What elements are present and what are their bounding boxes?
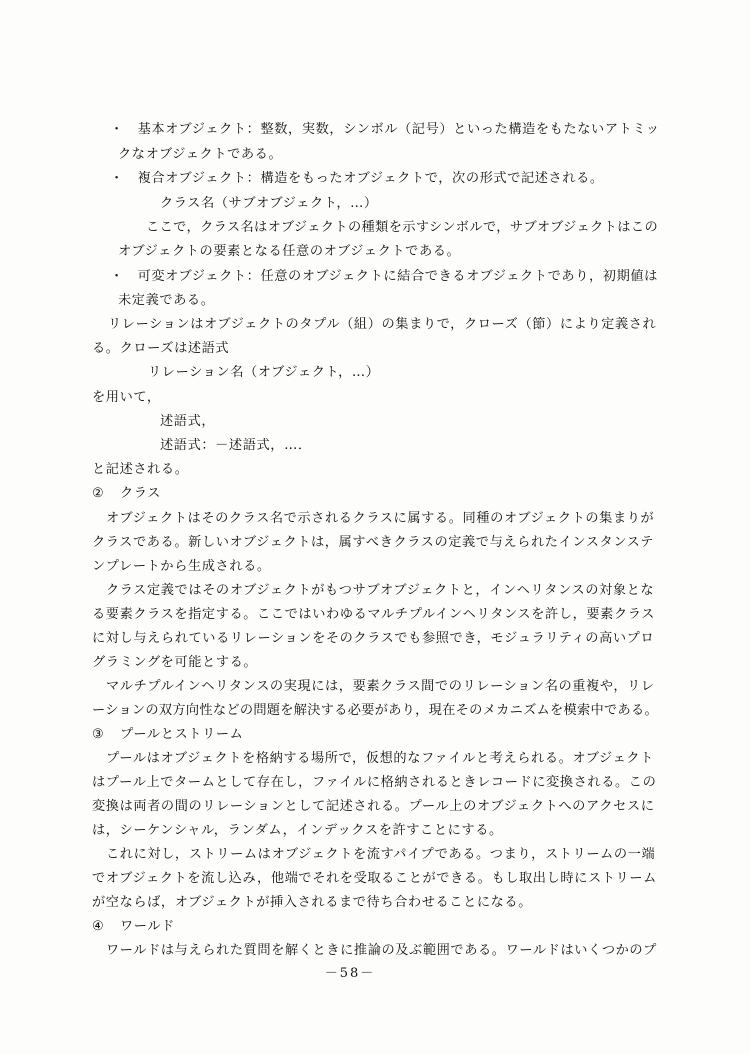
text-line: グラミングを可能とする。 bbox=[92, 655, 258, 670]
text-line: これに対し，ストリームはオブジェクトを流すパイプである。つまり，ストリームの一端 bbox=[106, 847, 656, 862]
text-line: ・ 基本オブジェクト：整数，実数，シンボル（記号）といった構造をもたないアトミッ bbox=[110, 122, 660, 137]
text-line: クラス名（サブオブジェクト，…） bbox=[160, 196, 378, 211]
text-line: リレーションはオブジェクトのタプル（組）の集まりで，クローズ（節）により定義され bbox=[108, 317, 657, 332]
text-line: でオブジェクトを流し込み，他端でそれを受取ることができる。もし取出し時にストリーム bbox=[92, 871, 657, 886]
text-line: はプール上でタームとして存在し，ファイルに格納されるときレコードに変換される。この bbox=[92, 775, 657, 790]
section-number: ④ bbox=[92, 919, 104, 934]
text-line: オブジェクトの要素となる任意のオブジェクトである。 bbox=[118, 244, 461, 259]
text-line: クラス定義ではそのオブジェクトがもつサブオブジェクトと，インヘリタンスの対象とな bbox=[106, 583, 655, 598]
text-line: マルチプルインヘリタンスの実現には，要素クラス間でのリレーション名の重複や，リレ bbox=[106, 679, 655, 694]
text-line: 述語式， bbox=[160, 414, 216, 429]
text-line: ・ 可変オブジェクト：任意のオブジェクトに結合できるオブジェクトであり，初期値は bbox=[110, 269, 658, 284]
text-line: ・ 複合オブジェクト：構造をもったオブジェクトで，次の形式で記述される。 bbox=[110, 171, 604, 186]
text-line: に対し与えられているリレーションをそのクラスでも参照でき，モジュラリティの高いプロ bbox=[92, 631, 655, 646]
text-line: オブジェクトはそのクラス名で示されるクラスに属する。同種のオブジェクトの集まりが bbox=[106, 511, 655, 526]
page-number: －58－ bbox=[324, 966, 376, 981]
text-line: 述語式：－述語式，…． bbox=[160, 438, 312, 453]
text-line: 未定義である。 bbox=[118, 293, 215, 308]
text-line: クなオブジェクトである。 bbox=[118, 147, 283, 162]
text-line: プールはオブジェクトを格納する場所で，仮想的なファイルと考えられる。オブジェクト bbox=[106, 751, 654, 766]
text-line: リレーション名（オブジェクト，…） bbox=[148, 365, 380, 380]
section-heading: クラス bbox=[120, 486, 161, 501]
text-line: は，シーケンシャル，ランダム，インデックスを許すことにする。 bbox=[92, 823, 503, 838]
section-heading: ワールド bbox=[120, 919, 175, 934]
text-line: ここで，クラス名はオブジェクトの種類を示すシンボルで，サブオブジェクトはこの bbox=[146, 220, 659, 235]
section-number: ③ bbox=[92, 727, 104, 742]
text-line: と記述される。 bbox=[92, 462, 189, 477]
text-line: ンプレートから生成される。 bbox=[92, 559, 271, 574]
text-line: ーションの双方向性などの問題を解決する必要があり，現在そのメカニズムを模索中である。 bbox=[92, 703, 658, 718]
section-number: ② bbox=[92, 486, 104, 501]
text-line: る要素クラスを指定する。ここではいわゆるマルチプルインヘリタンスを許し，要素クラス bbox=[92, 607, 655, 622]
text-line: る。クローズは述語式 bbox=[92, 341, 230, 356]
text-line: クラスである。新しいオブジェクトは，属すべきクラスの定義で与えられたインスタンステ bbox=[92, 535, 654, 550]
text-line: が空ならば，オブジェクトが挿入されるまで待ち合わせることになる。 bbox=[92, 895, 533, 910]
text-line: 変換は両者の間のリレーションとして記述される。プール上のオブジェクトへのアクセスに bbox=[92, 799, 655, 814]
text-line: ワールドは与えられた質問を解くときに推論の及ぶ範囲である。ワールドはいくつかのプ bbox=[106, 943, 657, 958]
section-heading: プールとストリーム bbox=[120, 727, 244, 742]
text-line: を用いて， bbox=[92, 390, 161, 405]
